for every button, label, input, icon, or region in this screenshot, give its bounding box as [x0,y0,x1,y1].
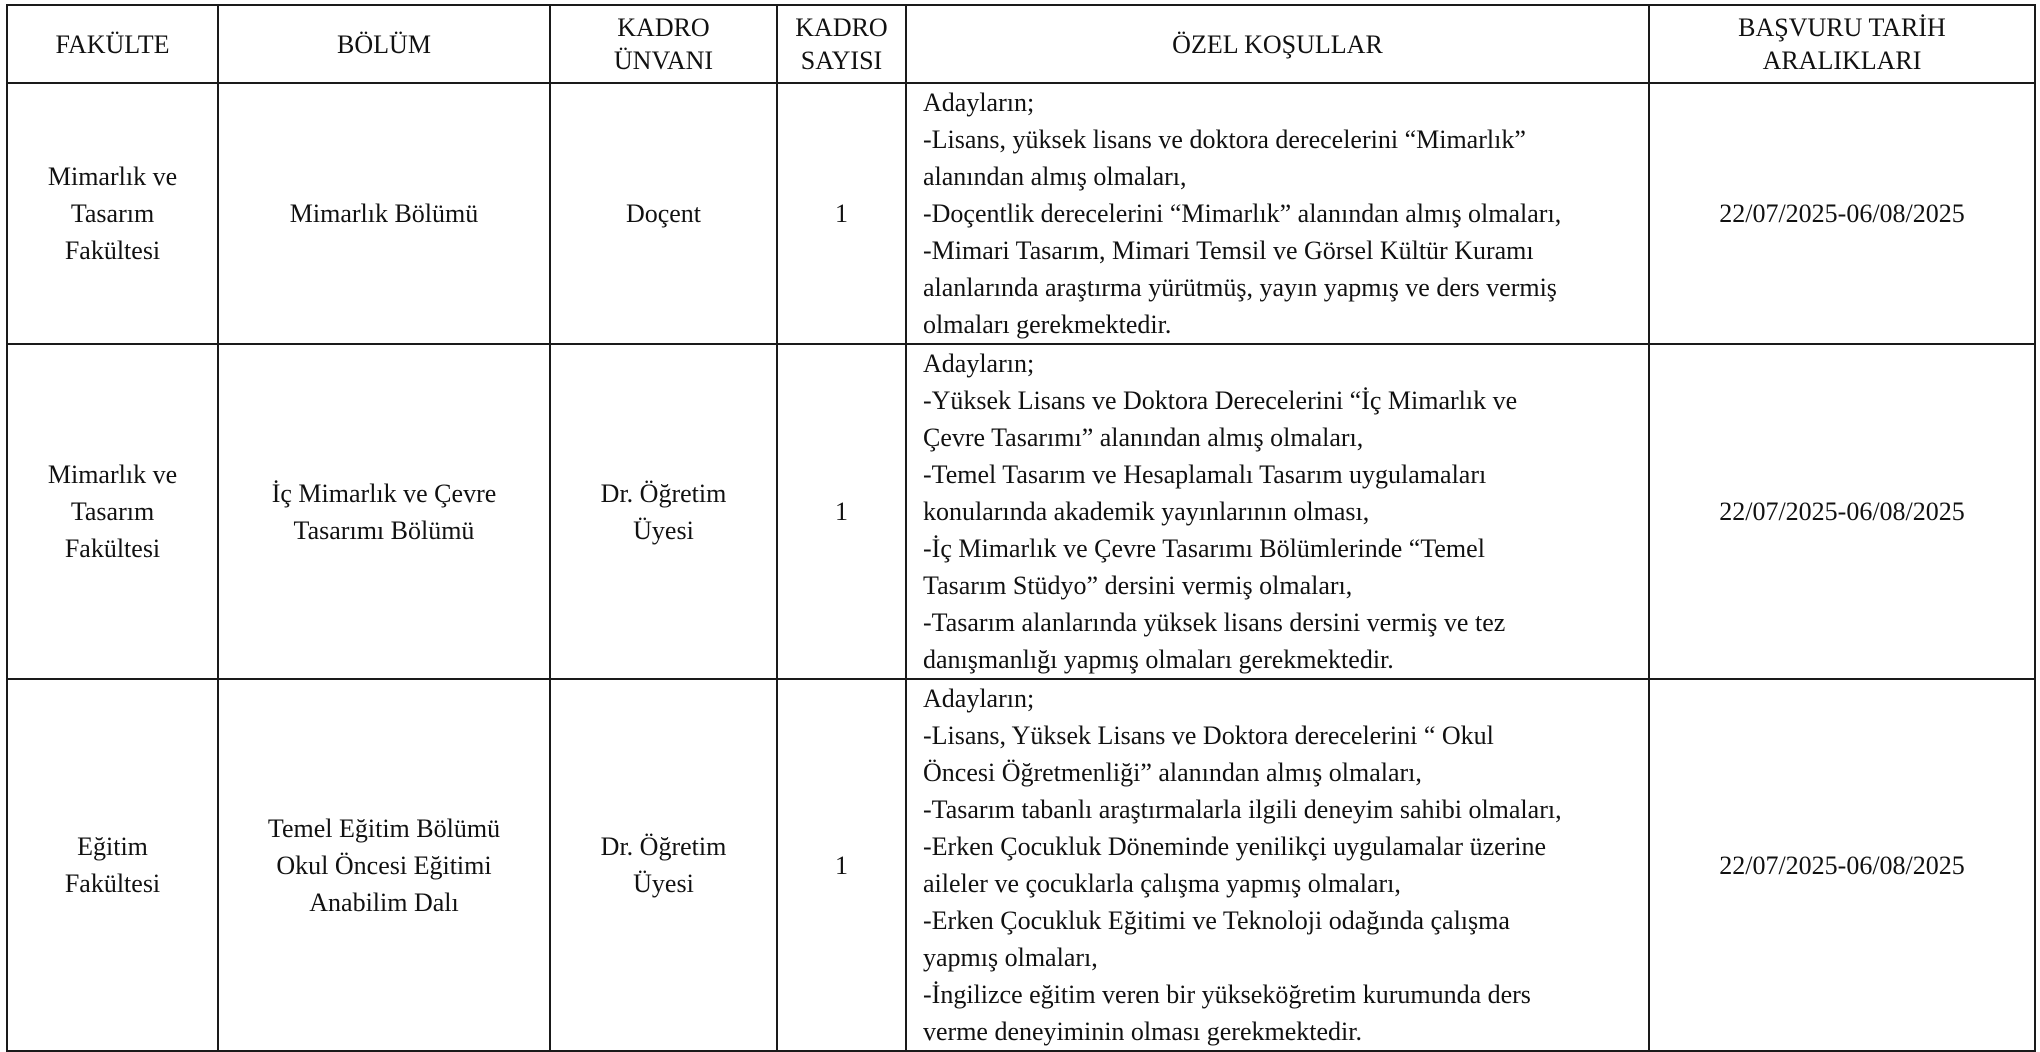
cell-fakulte [7,679,218,1051]
kosul-line: Adayların; [923,684,1035,713]
table-row [7,344,2035,679]
sayi-value: 1 [835,199,848,228]
fakulte-line: Mimarlık ve [47,162,178,191]
bolum-line: Tasarımı Bölümü [293,515,475,545]
cell-basvuru-tarih [1649,83,2035,344]
kosul-line: -Erken Çocukluk Döneminde yenilikçi uygulamalar üzerine [923,832,1547,861]
bolum-line: Mimarlık Bölümü [289,199,479,228]
kosul-line: verme deneyiminin olması gerekmektedir. [923,1017,1362,1046]
cell-unvan [550,344,777,679]
kosul-line: -Mimari Tasarım, Mimari Temsil ve Görsel Kültür Kuramı [923,236,1534,265]
sayi-value: 1 [835,850,848,880]
cell-unvan [550,83,777,344]
header-basvuru-tarih-line-1: BAŞVURU TARİH [1738,13,1946,42]
kosul-line: -Doçentlik derecelerini “Mimarlık” alanından almış olmaları, [923,199,1562,228]
header-bolum-label: BÖLÜM [337,29,431,59]
header-bolum [218,5,550,83]
header-kadro-sayisi-line-2: SAYISI [800,46,883,75]
fakulte-line: Tasarım [70,199,155,228]
header-kadro-unvani-line-1: KADRO [617,13,710,42]
kosul-line: alanından almış olmaları, [923,162,1187,191]
kosul-line: konularında akademik yayınlarının olması, [923,497,1370,526]
cell-sayi [777,679,906,1051]
kosul-line: Adayların; [923,349,1035,378]
unvan-line: Doçent [625,199,702,228]
kosul-line: -Erken Çocukluk Eğitimi ve Teknoloji odağında çalışma [923,906,1510,935]
kosul-line: -İç Mimarlık ve Çevre Tasarımı Bölümlerinde “Temel [923,534,1485,563]
kosul-line: -Temel Tasarım ve Hesaplamalı Tasarım uygulamaları [923,460,1487,489]
tarih-value: 22/07/2025-06/08/2025 [1719,199,1965,228]
bolum-line: İç Mimarlık ve Çevre [271,478,497,508]
kosul-line: Tasarım Stüdyo” dersini vermiş olmaları, [923,571,1353,600]
bolum-line: Temel Eğitim Bölümü [267,813,501,843]
cell-fakulte [7,344,218,679]
header-row [7,5,2035,83]
header-ozel-kosullar-label: ÖZEL KOŞULLAR [1172,29,1383,59]
cell-fakulte [7,83,218,344]
bolum-line: Anabilim Dalı [309,887,459,917]
header-fakulte-label: FAKÜLTE [55,29,170,59]
header-kadro-unvani-line-2: ÜNVANI [613,46,714,75]
kosul-line: -Tasarım tabanlı araştırmalarla ilgili deneyim sahibi olmaları, [923,795,1562,824]
kosul-line: olmaları gerekmektedir. [923,310,1172,339]
cell-ozel-kosullar [906,679,1649,1051]
unvan-line: Dr. Öğretim [600,832,727,861]
tarih-value: 22/07/2025-06/08/2025 [1719,497,1965,526]
fakulte-line: Tasarım [70,497,155,526]
unvan-line: Üyesi [633,869,694,898]
cell-basvuru-tarih [1649,344,2035,679]
unvan-line: Dr. Öğretim [600,478,727,508]
cell-sayi [777,344,906,679]
kosul-line: Öncesi Öğretmenliği” alanından almış olmaları, [923,758,1422,787]
header-ozel-kosullar [906,5,1649,83]
header-basvuru-tarih [1649,5,2035,83]
kosul-line: Çevre Tasarımı” alanından almış olmaları, [923,423,1364,452]
kosul-line: aileler ve çocuklarla çalışma yapmış olmaları, [923,869,1401,898]
bolum-line: Okul Öncesi Eğitimi [276,850,492,880]
cell-ozel-kosullar [906,344,1649,679]
header-kadro-sayisi-line-1: KADRO [795,13,888,42]
sayi-value: 1 [835,497,848,526]
cell-bolum [218,679,550,1051]
fakulte-line: Fakültesi [64,534,161,563]
kosul-line: -Yüksek Lisans ve Doktora Derecelerini “İç Mimarlık ve [923,386,1518,415]
kadro-table [6,4,2036,1052]
tarih-value: 22/07/2025-06/08/2025 [1719,850,1965,880]
cell-unvan [550,679,777,1051]
cell-bolum [218,344,550,679]
kosul-line: -Tasarım alanlarında yüksek lisans dersini vermiş ve tez [923,608,1506,637]
kosul-line: -Lisans, yüksek lisans ve doktora derecelerini “Mimarlık” [923,125,1526,154]
cell-ozel-kosullar [906,83,1649,344]
kosul-line: Adayların; [923,88,1035,117]
kosul-line: -Lisans, Yüksek Lisans ve Doktora derecelerini “ Okul [923,721,1494,750]
table-row [7,83,2035,344]
header-basvuru-tarih-line-2: ARALIKLARI [1762,46,1922,75]
kosul-line: danışmanlığı yapmış olmaları gerekmektedir. [923,645,1394,674]
header-fakulte [7,5,218,83]
kosul-line: alanlarında araştırma yürütmüş, yayın yapmış ve ders vermiş [923,273,1557,302]
header-kadro-sayisi [777,5,906,83]
cell-basvuru-tarih [1649,679,2035,1051]
cell-bolum [218,83,550,344]
unvan-line: Üyesi [633,515,694,545]
fakulte-line: Fakültesi [64,869,161,898]
kosul-line: yapmış olmaları, [923,943,1098,972]
fakulte-line: Fakültesi [64,236,161,265]
kosul-line: -İngilizce eğitim veren bir yükseköğretim kurumunda ders [923,980,1531,1009]
header-kadro-unvani [550,5,777,83]
fakulte-line: Mimarlık ve [47,460,178,489]
cell-sayi [777,83,906,344]
fakulte-line: Eğitim [77,832,148,861]
table-row [7,679,2035,1051]
